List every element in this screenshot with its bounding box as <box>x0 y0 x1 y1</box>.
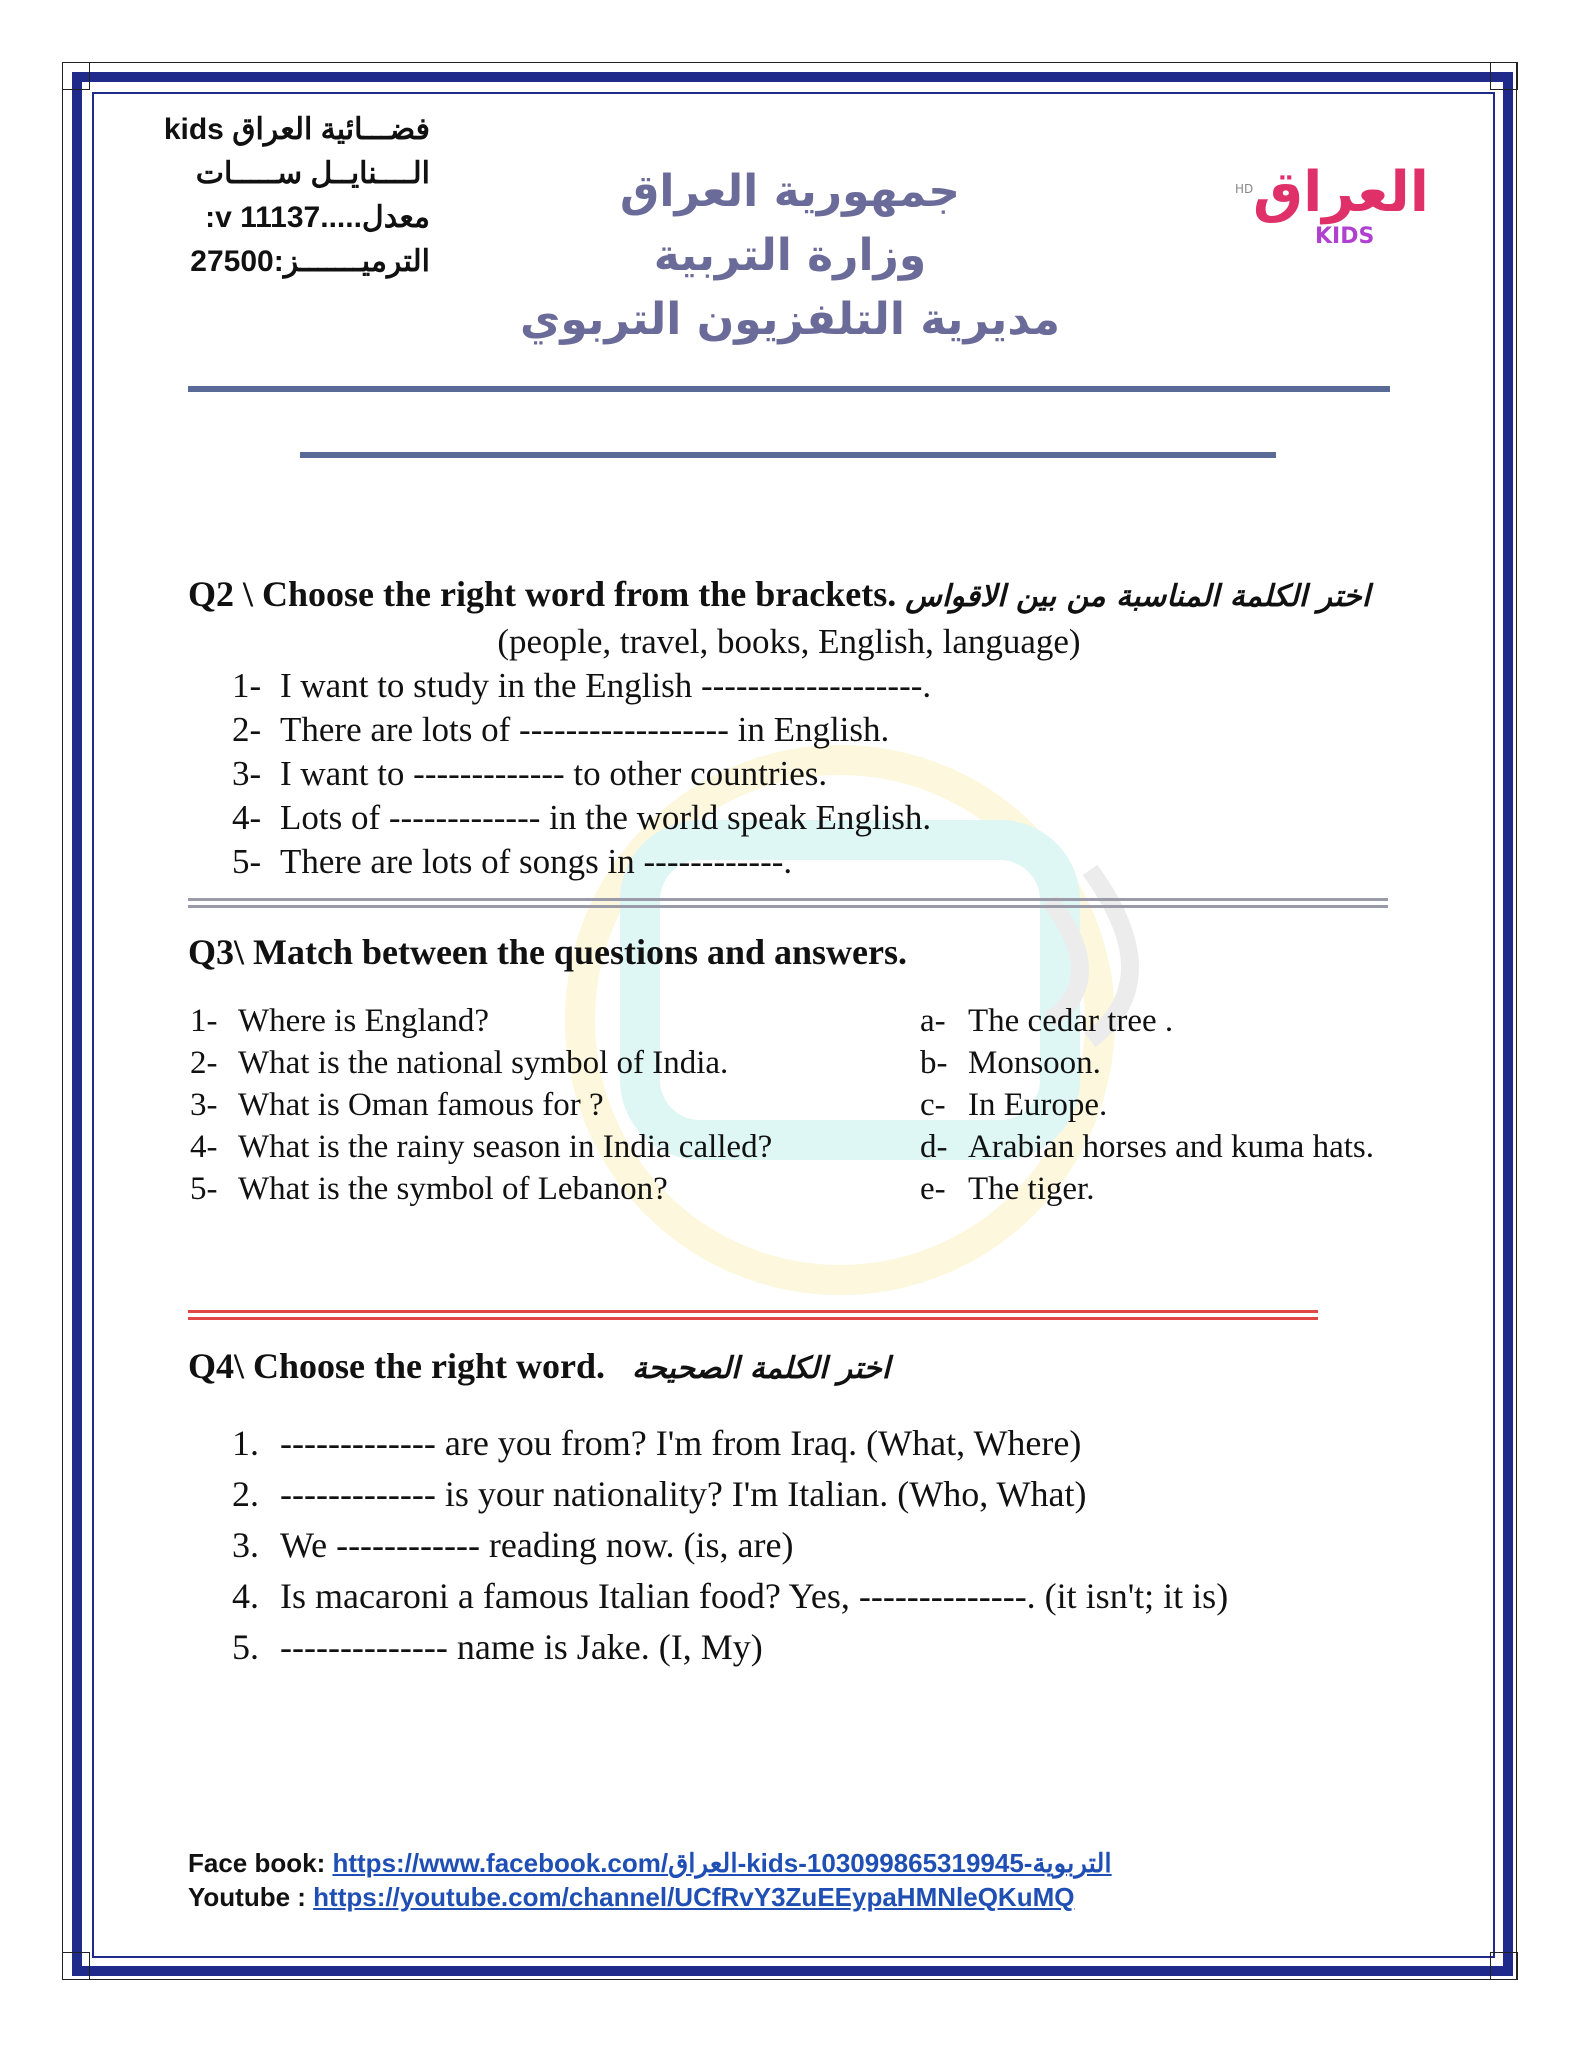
list-item <box>920 1000 1374 1042</box>
item-number: 5- <box>232 842 262 881</box>
logo-kids-text: KIDS <box>1315 224 1375 249</box>
list-item <box>232 1622 1228 1673</box>
youtube-row <box>188 1880 1112 1914</box>
item-text: What is the national symbol of India. <box>238 1045 729 1081</box>
list-item <box>920 1168 1374 1210</box>
item-text: I want to ------------- to other countries. <box>280 754 828 793</box>
item-text: Where is England? <box>238 1003 490 1039</box>
channel-info <box>140 108 430 284</box>
item-text: There are lots of songs in ------------. <box>280 842 793 881</box>
list-item <box>232 664 931 708</box>
item-number: 2. <box>232 1474 259 1514</box>
ministry-title: وزارة التربية <box>653 230 927 281</box>
satellite-name: الــــنايــل ســـــات <box>195 157 430 190</box>
item-number: 2- <box>232 710 262 749</box>
item-text: We ------------ reading now. (is, are) <box>280 1525 794 1565</box>
frame-corner <box>62 62 90 90</box>
list-item <box>190 1000 772 1042</box>
item-text: ------------- are you from? I'm from Iraq. (What, Where) <box>280 1423 1082 1463</box>
frame-corner <box>1490 1952 1518 1980</box>
q3-answers <box>920 1000 1374 1210</box>
item-text: The cedar tree . <box>968 1003 1174 1039</box>
item-text: Monsoon. <box>968 1045 1101 1081</box>
republic-title: جمهورية العراق <box>620 166 960 217</box>
header-rule <box>188 386 1390 392</box>
item-letter: d- <box>920 1129 948 1165</box>
directorate-title: مديرية التلفزيون التربوي <box>520 294 1060 345</box>
item-text: -------------- name is Jake. (I, My) <box>280 1627 763 1667</box>
q4-list <box>232 1418 1228 1673</box>
item-number: 5. <box>232 1627 259 1667</box>
facebook-link[interactable]: https://www.facebook.com/العراق-kids-103099865319945-التربوية <box>332 1848 1112 1878</box>
q2-title-arabic: اختر الكلمة المناسبة من بين الاقواس <box>905 579 1371 614</box>
q2-title: Q2 \ Choose the right word from the brackets. <box>188 574 897 614</box>
item-text: I want to study in the English -------------------. <box>280 666 932 705</box>
logo-badge: HD <box>1235 182 1254 196</box>
item-text: What is the rainy season in India called? <box>238 1129 773 1165</box>
item-letter: e- <box>920 1171 946 1207</box>
q4-title-arabic: اختر الكلمة الصحيحة <box>632 1351 891 1386</box>
frame-corner <box>62 1952 90 1980</box>
channel-name: فضـــائية العراق kids <box>163 113 430 146</box>
item-number: 4- <box>232 798 262 837</box>
item-number: 5- <box>190 1171 218 1207</box>
item-text: There are lots of ------------------ in English. <box>280 710 890 749</box>
list-item <box>232 708 931 752</box>
item-number: 4- <box>190 1129 218 1165</box>
q2-word-bank: (people, travel, books, English, language) <box>497 622 1081 661</box>
list-item <box>920 1084 1374 1126</box>
list-item <box>190 1084 772 1126</box>
frequency: معدل.....11137 v: <box>205 201 430 234</box>
list-item <box>232 1520 1228 1571</box>
item-number: 1- <box>232 666 262 705</box>
item-text: Is macaroni a famous Italian food? Yes, --------------. (it isn't; it is) <box>280 1576 1229 1616</box>
q4-title: Q4\ Choose the right word. <box>188 1346 605 1386</box>
item-text: What is the symbol of Lebanon? <box>238 1171 668 1207</box>
footer-links <box>188 1846 1112 1914</box>
ministry-header <box>480 160 1100 352</box>
q2-list <box>232 664 931 884</box>
list-item <box>920 1126 1374 1168</box>
item-number: 4. <box>232 1576 259 1616</box>
list-item <box>920 1042 1374 1084</box>
frame-corner <box>1490 62 1518 90</box>
item-text: Arabian horses and kuma hats. <box>968 1129 1374 1165</box>
item-number: 2- <box>190 1045 218 1081</box>
q3-heading: Q3\ Match between the questions and answers. <box>188 932 908 972</box>
item-letter: a- <box>920 1003 946 1039</box>
item-number: 3- <box>190 1087 218 1123</box>
facebook-row <box>188 1846 1112 1880</box>
list-item <box>232 1469 1228 1520</box>
item-number: 1- <box>190 1003 218 1039</box>
youtube-label: Youtube : <box>188 1882 314 1912</box>
item-text: Lots of ------------- in the world speak English. <box>280 798 932 837</box>
youtube-link[interactable]: https://youtube.com/channel/UCfRvY3ZuEEypaHMNleQKuMQ <box>313 1882 1075 1912</box>
iraq-kids-logo <box>1235 160 1429 270</box>
list-item <box>190 1126 772 1168</box>
item-number: 3. <box>232 1525 259 1565</box>
facebook-label: Face book: <box>188 1848 333 1878</box>
logo-arabic-text: العراق <box>1253 160 1429 225</box>
item-text: In Europe. <box>968 1087 1108 1123</box>
section-separator <box>188 898 1388 918</box>
header-rule-short <box>300 452 1276 458</box>
section-separator-red <box>188 1310 1318 1330</box>
item-text: The tiger. <box>968 1171 1095 1207</box>
item-text: What is Oman famous for ? <box>238 1087 604 1123</box>
symbol-rate: الترميـــــــز:27500 <box>190 245 430 278</box>
item-letter: c- <box>920 1087 946 1123</box>
list-item <box>232 796 931 840</box>
list-item <box>190 1168 772 1210</box>
list-item <box>232 840 931 884</box>
list-item <box>232 752 931 796</box>
list-item <box>232 1571 1228 1622</box>
item-letter: b- <box>920 1045 948 1081</box>
q3-questions <box>190 1000 772 1210</box>
item-text: ------------- is your nationality? I'm Italian. (Who, What) <box>280 1474 1087 1514</box>
list-item <box>190 1042 772 1084</box>
q2-heading <box>188 572 1370 619</box>
list-item <box>232 1418 1228 1469</box>
item-number: 1. <box>232 1423 259 1463</box>
item-number: 3- <box>232 754 262 793</box>
q4-heading <box>188 1344 890 1391</box>
